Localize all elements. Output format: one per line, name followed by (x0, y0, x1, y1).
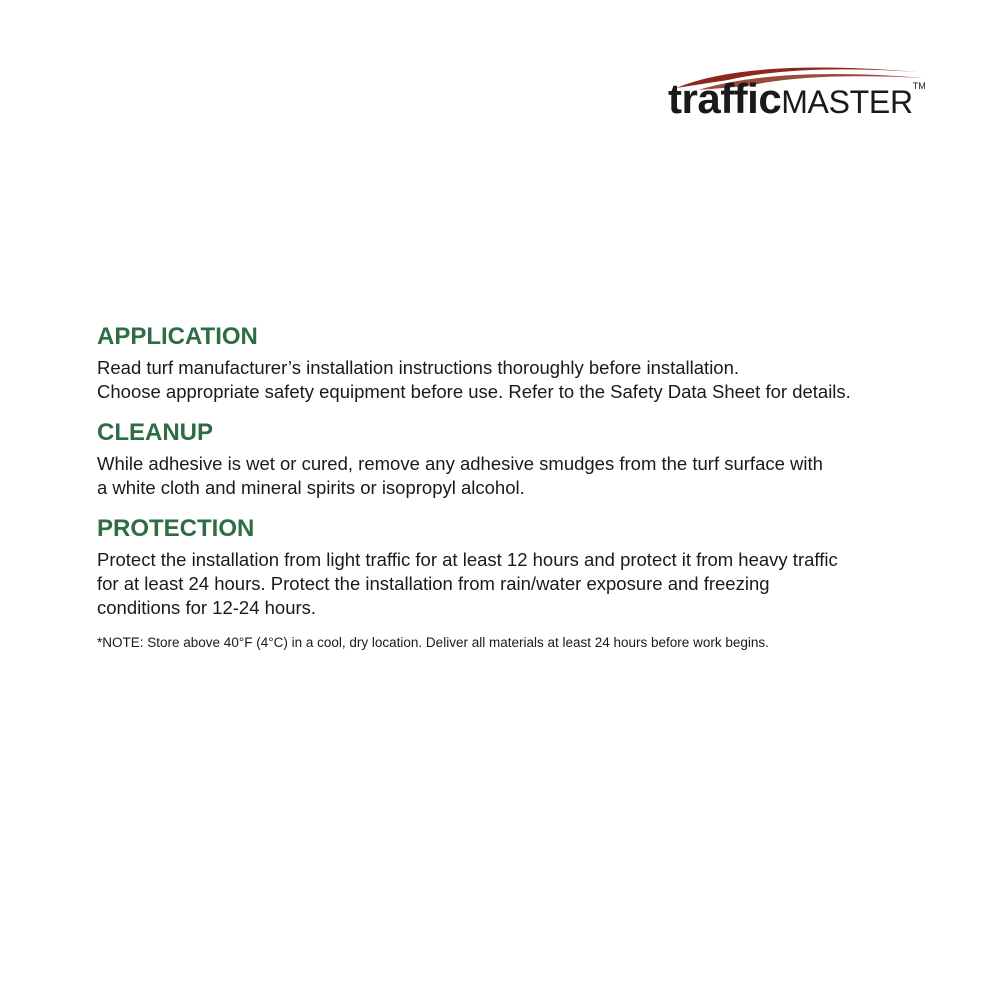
section-text-line: a white cloth and mineral spirits or isopropyl alcohol. (97, 477, 525, 498)
section-cleanup (97, 418, 957, 500)
logo-trademark: TM (912, 81, 926, 91)
section-text-line: for at least 24 hours. Protect the installation from rain/water exposure and freezing (97, 573, 770, 594)
section-application (97, 322, 957, 404)
logo-wordmark (668, 75, 926, 122)
section-text-line: Read turf manufacturer’s installation instructions thoroughly before installation. (97, 357, 740, 378)
section-protection (97, 514, 957, 620)
storage-note: *NOTE: Store above 40°F (4°C) in a cool, dry location. Deliver all materials at least 24 hours before work begins. (97, 635, 769, 650)
section-text-line: While adhesive is wet or cured, remove any adhesive smudges from the turf surface with (97, 453, 823, 474)
section-text-line: Protect the installation from light traffic for at least 12 hours and protect it from heavy traffic (97, 549, 838, 570)
section-heading: APPLICATION (97, 323, 258, 350)
logo-word-master: MASTER (781, 84, 913, 120)
section-heading: CLEANUP (97, 419, 214, 446)
section-text-line: Choose appropriate safety equipment before use. Refer to the Safety Data Sheet for details. (97, 381, 851, 402)
section-text-line: conditions for 12-24 hours. (97, 597, 317, 618)
brand-logo (668, 50, 948, 130)
logo-word-traffic: traffic (668, 75, 782, 122)
section-heading: PROTECTION (97, 515, 255, 542)
instructions-content (97, 322, 957, 652)
